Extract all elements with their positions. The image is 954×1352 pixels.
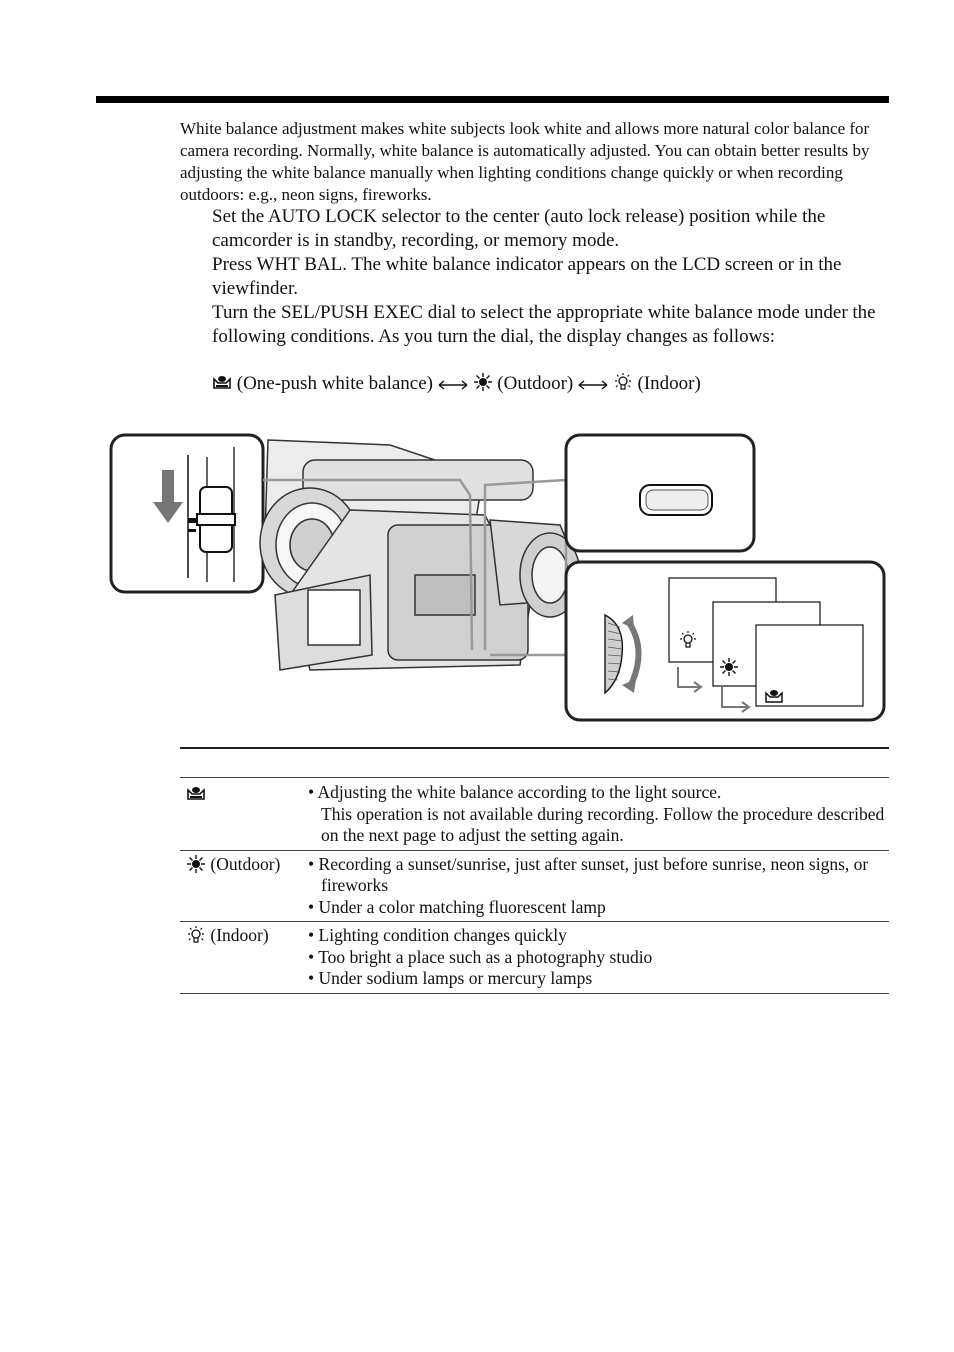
list-item: • Too bright a place such as a photography studio <box>308 946 653 967</box>
one-push-white-balance-icon <box>212 374 232 399</box>
list-item: • Adjusting the white balance according to the light source. <box>308 782 722 802</box>
table-header <box>180 747 889 778</box>
step-2: Press WHT BAL. The white balance indicator appears on the LCD screen or in the viewfinder. <box>212 254 842 299</box>
row-note: This operation is not available during recording. Follow the procedure described on the next page to adjust the setting again. <box>321 803 885 845</box>
wht-bal-inset <box>566 435 754 551</box>
one-push-white-balance-icon <box>186 785 206 807</box>
camcorder-illustration <box>100 425 890 725</box>
mode-sequence <box>212 372 701 399</box>
section-header-rule <box>96 96 889 103</box>
row-conditions <box>308 782 889 847</box>
list-item: • Under sodium lamps or mercury lamps <box>308 968 593 988</box>
double-arrow-icon <box>578 373 608 397</box>
list-item: • Under a color matching fluorescent lamp <box>308 896 606 917</box>
steps-list <box>212 205 892 349</box>
mode-outdoor-label: (Outdoor) <box>497 373 574 394</box>
outdoor-sun-icon <box>473 372 493 399</box>
indoor-bulb-icon <box>613 372 633 399</box>
row-conditions <box>308 854 889 919</box>
step-3: Turn the SEL/PUSH EXEC dial to select the appropriate white balance mode under the following conditions. As you turn the dial, the display changes as follows: <box>212 302 876 347</box>
intro-paragraph <box>180 118 890 206</box>
display-outdoor-icon <box>720 658 738 676</box>
sel-push-exec-inset <box>566 562 884 720</box>
auto-lock-inset <box>111 435 263 592</box>
mode-indoor-label: (Indoor) <box>637 373 701 394</box>
table-row-one-push <box>180 778 889 851</box>
double-arrow-icon <box>438 373 468 397</box>
row-label <box>180 782 308 847</box>
list-item: • Recording a sunset/sunrise, just after sunset, just before sunrise, neon signs, or fireworks <box>308 853 869 895</box>
list-item: • Lighting condition changes quickly <box>308 925 567 945</box>
table-row-outdoor <box>180 851 889 923</box>
outdoor-sun-icon <box>186 854 206 880</box>
white-balance-mode-table <box>180 747 889 994</box>
camcorder-body <box>260 440 580 670</box>
row-conditions <box>308 925 889 990</box>
intro-text: White balance adjustment makes white subjects look white and allows more natural color balance for camera recording. Normally, white balance is automatically adjusted. You can obtain better results by adjusting the white balance manually when lighting conditions change quickly or when recording outdoors: e.g., neon signs, fireworks. <box>180 119 870 204</box>
step-1: Set the AUTO LOCK selector to the center (auto lock release) position while the camcorder is in standby, recording, or memory mode. <box>212 206 826 251</box>
indoor-bulb-icon <box>186 925 206 951</box>
row-label: (Indoor) <box>180 925 308 990</box>
row-label: (Outdoor) <box>180 854 308 919</box>
mode-one-push-label: (One-push white balance) <box>236 373 434 394</box>
table-row-indoor <box>180 922 889 994</box>
